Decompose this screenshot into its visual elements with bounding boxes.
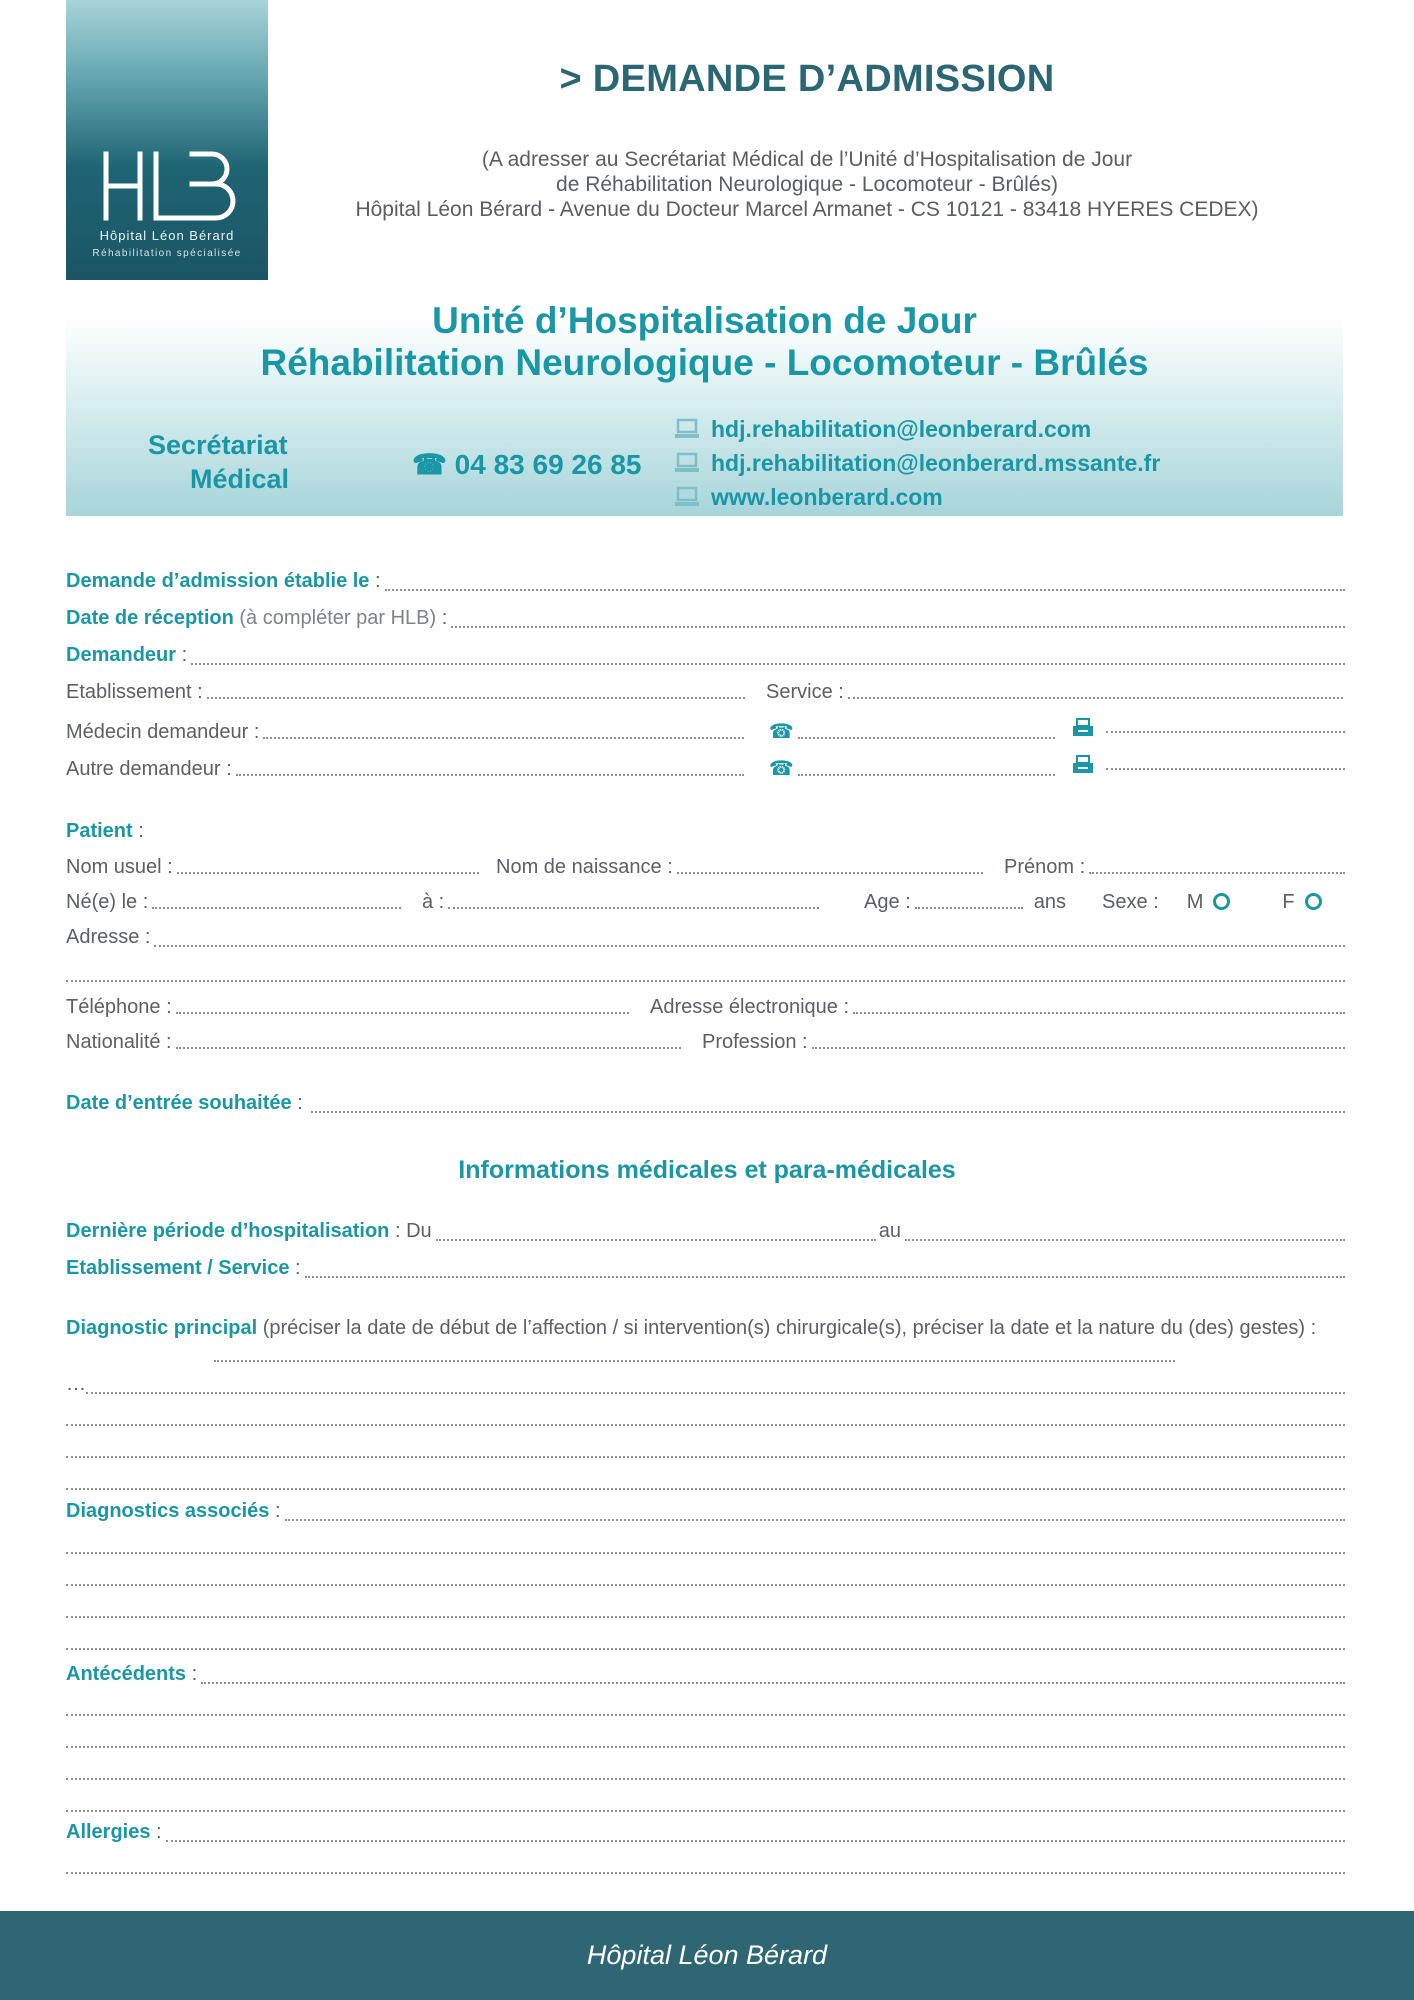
diag-input-4[interactable]: [66, 1488, 1345, 1490]
autre-phone-input[interactable]: [798, 774, 1056, 776]
address-line-2: de Réhabilitation Neurologique - Locomoteur - Brûlés): [556, 173, 1058, 196]
diagnostic-principal: [66, 1315, 1348, 1341]
nationalite-label: Nationalité :: [66, 1031, 172, 1053]
medecin-label: Médecin demandeur :: [66, 721, 260, 743]
antecedents-input-4[interactable]: [66, 1810, 1345, 1812]
assoc-line-4: [66, 1629, 1348, 1655]
phone-icon: ☎: [768, 721, 794, 743]
field-adresse-cont: [66, 961, 1348, 987]
diag-line-1: [66, 1373, 1348, 1399]
field-contact: [66, 996, 1348, 1022]
address-line-3: Hôpital Léon Bérard - Avenue du Docteur Marcel Armanet - CS 10121 - 83418 HYERES CEDEX): [355, 198, 1259, 221]
field-nationalite: [66, 1031, 1348, 1057]
au-input[interactable]: [905, 1239, 1345, 1241]
diag-input-2[interactable]: [66, 1424, 1345, 1426]
assoc-label: Diagnostics associés: [66, 1500, 270, 1522]
nom-naissance-input[interactable]: [677, 872, 983, 874]
assoc-line-2: [66, 1565, 1348, 1591]
antecedents-input-2[interactable]: [66, 1746, 1345, 1748]
hlb-logo: [66, 0, 268, 280]
assoc-input-1[interactable]: [66, 1552, 1345, 1554]
diag-input-3[interactable]: [66, 1456, 1345, 1458]
assoc-input-0[interactable]: [285, 1519, 1345, 1521]
allergies-label: Allergies: [66, 1821, 151, 1843]
antecedents-input-1[interactable]: [66, 1714, 1345, 1716]
reception-note: (à compléter par HLB): [239, 607, 437, 629]
contact-mssante-text: hdj.rehabilitation@leonberard.mssante.fr: [711, 449, 1161, 476]
colon: :: [191, 1663, 198, 1685]
colon: :: [156, 1821, 162, 1843]
ans-label: ans: [1033, 891, 1066, 913]
medecin-input[interactable]: [263, 737, 743, 739]
ellipsis: …: [66, 1373, 86, 1395]
field-reception-date: [66, 607, 1348, 633]
prenom-label: Prénom :: [1004, 856, 1086, 878]
contact-website[interactable]: [675, 482, 943, 512]
colon: :: [375, 570, 381, 592]
colon: :: [275, 1500, 281, 1522]
adresse-input-2[interactable]: [66, 980, 1345, 982]
field-allergies: [66, 1821, 1348, 1847]
colon: :: [295, 1257, 301, 1279]
profession-label: Profession :: [702, 1031, 808, 1053]
contact-mssante[interactable]: [675, 448, 1160, 478]
nationalite-input[interactable]: [176, 1047, 681, 1049]
contact-email[interactable]: [675, 414, 1091, 444]
field-demandeur: [66, 644, 1348, 670]
etab-service-label: Etablissement / Service: [66, 1257, 290, 1279]
field-date-entree: [66, 1092, 1348, 1118]
email-label: Adresse électronique :: [650, 996, 850, 1018]
page-title: > DEMANDE D’ADMISSION: [559, 58, 1055, 100]
colon: :: [181, 644, 188, 666]
telephone-label: Téléphone :: [66, 996, 172, 1018]
field-noms: [66, 856, 1348, 882]
assoc-line-1: [66, 1533, 1348, 1559]
sexe-label: Sexe :: [1102, 891, 1159, 913]
medical-section-title: Informations médicales et para-médicales: [458, 1156, 956, 1184]
diag-line-2: [66, 1405, 1348, 1431]
colon: :: [138, 820, 144, 842]
service-input[interactable]: [848, 697, 1343, 699]
autre-label: Autre demandeur :: [66, 758, 232, 780]
assoc-input-3[interactable]: [66, 1616, 1345, 1618]
antecedents-input-0[interactable]: [201, 1682, 1345, 1684]
colon: :: [297, 1092, 303, 1114]
phone-number: ☎ 04 83 69 26 85: [412, 449, 642, 480]
unit-title: Unité d’Hospitalisation de Jour: [432, 300, 977, 341]
profession-input[interactable]: [812, 1047, 1345, 1049]
adresse-label: Adresse :: [66, 926, 151, 948]
diag-input-1[interactable]: [86, 1392, 1345, 1394]
age-input[interactable]: [915, 907, 1023, 909]
lieu-label: à :: [422, 891, 445, 913]
demandeur-input[interactable]: [191, 663, 1345, 665]
diag-note: (préciser la date de début de l’affection / si intervention(s) chirurgicale(s), préciser la date et la nature du (des) gestes) :: [262, 1317, 1317, 1339]
du-input[interactable]: [436, 1239, 876, 1241]
sexe-f-radio[interactable]: [1305, 893, 1322, 910]
diag-line-3: [66, 1437, 1348, 1463]
field-diag-associes: [66, 1500, 1348, 1526]
secretariat-label-1: Secrétariat: [148, 430, 288, 460]
field-demande-date: [66, 570, 1348, 596]
etablissement-input[interactable]: [207, 697, 745, 699]
age-label: Age :: [864, 891, 911, 913]
derniere-label: Dernière période d’hospitalisation: [66, 1220, 390, 1242]
antecedents-input-3[interactable]: [66, 1778, 1345, 1780]
demande-date-input[interactable]: [385, 589, 1345, 591]
contact-website-text: www.leonberard.com: [711, 483, 943, 510]
assoc-input-2[interactable]: [66, 1584, 1345, 1586]
diag-line-4: [66, 1469, 1348, 1495]
antecedents-line-2: [66, 1727, 1348, 1753]
adresse-input[interactable]: [154, 945, 1345, 947]
computer-icon: [675, 452, 699, 474]
contact-email-text: hdj.rehabilitation@leonberard.com: [711, 415, 1092, 442]
au-label: au: [878, 1220, 901, 1242]
assoc-input-4[interactable]: [66, 1648, 1345, 1650]
medecin-phone-input[interactable]: [798, 737, 1056, 739]
field-etab-service: [66, 1257, 1348, 1283]
field-antecedents: [66, 1663, 1348, 1689]
service-label: Service :: [766, 681, 844, 703]
hlb-logo-mark: [100, 148, 236, 224]
unit-subtitle: Réhabilitation Neurologique - Locomoteur - Brûlés: [260, 342, 1149, 383]
telephone-input[interactable]: [176, 1012, 629, 1014]
date-entree-input[interactable]: [311, 1111, 1345, 1113]
autre-input[interactable]: [236, 774, 744, 776]
diag-label: Diagnostic principal: [66, 1317, 258, 1339]
nom-usuel-input[interactable]: [177, 872, 479, 874]
field-medecin: [66, 718, 1348, 744]
computer-icon: [675, 486, 699, 508]
sexe-m-label: M: [1186, 891, 1204, 913]
antecedents-line-3: [66, 1759, 1348, 1785]
field-autre-demandeur: [66, 755, 1348, 781]
autre-fax-input[interactable]: [1106, 768, 1345, 770]
diag-input-0[interactable]: [214, 1360, 1175, 1362]
patient-label: Patient: [66, 820, 133, 842]
sexe-m-radio[interactable]: [1213, 893, 1230, 910]
phone-icon: ☎: [768, 758, 794, 780]
assoc-line-3: [66, 1597, 1348, 1623]
secretariat-label-2: Médical: [190, 464, 290, 494]
ne-le-input[interactable]: [152, 907, 401, 909]
fax-icon: [1072, 755, 1094, 775]
field-etablissement-service: [66, 681, 1348, 707]
reception-date-input[interactable]: [451, 626, 1345, 628]
reception-label: Date de réception: [66, 607, 234, 629]
colon: :: [441, 607, 448, 629]
patient-heading: [66, 820, 1348, 846]
nom-usuel-label: Nom usuel :: [66, 856, 173, 878]
antecedents-line-1: [66, 1695, 1348, 1721]
allergies-input-1[interactable]: [66, 1872, 1345, 1874]
diag-line-0: [214, 1341, 1178, 1367]
sexe-f-label: F: [1282, 891, 1295, 913]
antecedents-line-4: [66, 1791, 1348, 1817]
medecin-fax-input[interactable]: [1106, 731, 1345, 733]
date-entree-label: Date d’entrée souhaitée: [66, 1092, 292, 1114]
etab-service-input[interactable]: [305, 1276, 1345, 1278]
allergies-line-1: [66, 1853, 1348, 1879]
du-label: : Du: [394, 1220, 432, 1242]
fax-icon: [1072, 718, 1094, 738]
demande-date-label: Demande d’admission établie le: [66, 570, 370, 592]
ne-le-label: Né(e) le :: [66, 891, 149, 913]
prenom-input[interactable]: [1089, 872, 1345, 874]
computer-icon: [675, 418, 699, 440]
field-naissance: [66, 891, 1348, 917]
field-adresse: [66, 926, 1348, 952]
email-input[interactable]: [853, 1012, 1345, 1014]
footer-text: Hôpital Léon Bérard: [586, 1940, 828, 1970]
address-line-1: (A adresser au Secrétariat Médical de l’Unité d’Hospitalisation de Jour: [481, 148, 1133, 171]
lieu-input[interactable]: [448, 907, 819, 909]
field-derniere-hospit: [66, 1220, 1348, 1246]
antecedents-label: Antécédents: [66, 1663, 187, 1685]
demandeur-label: Demandeur: [66, 644, 177, 666]
nom-naissance-label: Nom de naissance :: [496, 856, 673, 878]
logo-subtitle: Réhabilitation spécialisée: [92, 248, 242, 259]
logo-name: Hôpital Léon Bérard: [99, 228, 235, 243]
allergies-input-0[interactable]: [166, 1840, 1345, 1842]
etablissement-label: Etablissement :: [66, 681, 203, 703]
